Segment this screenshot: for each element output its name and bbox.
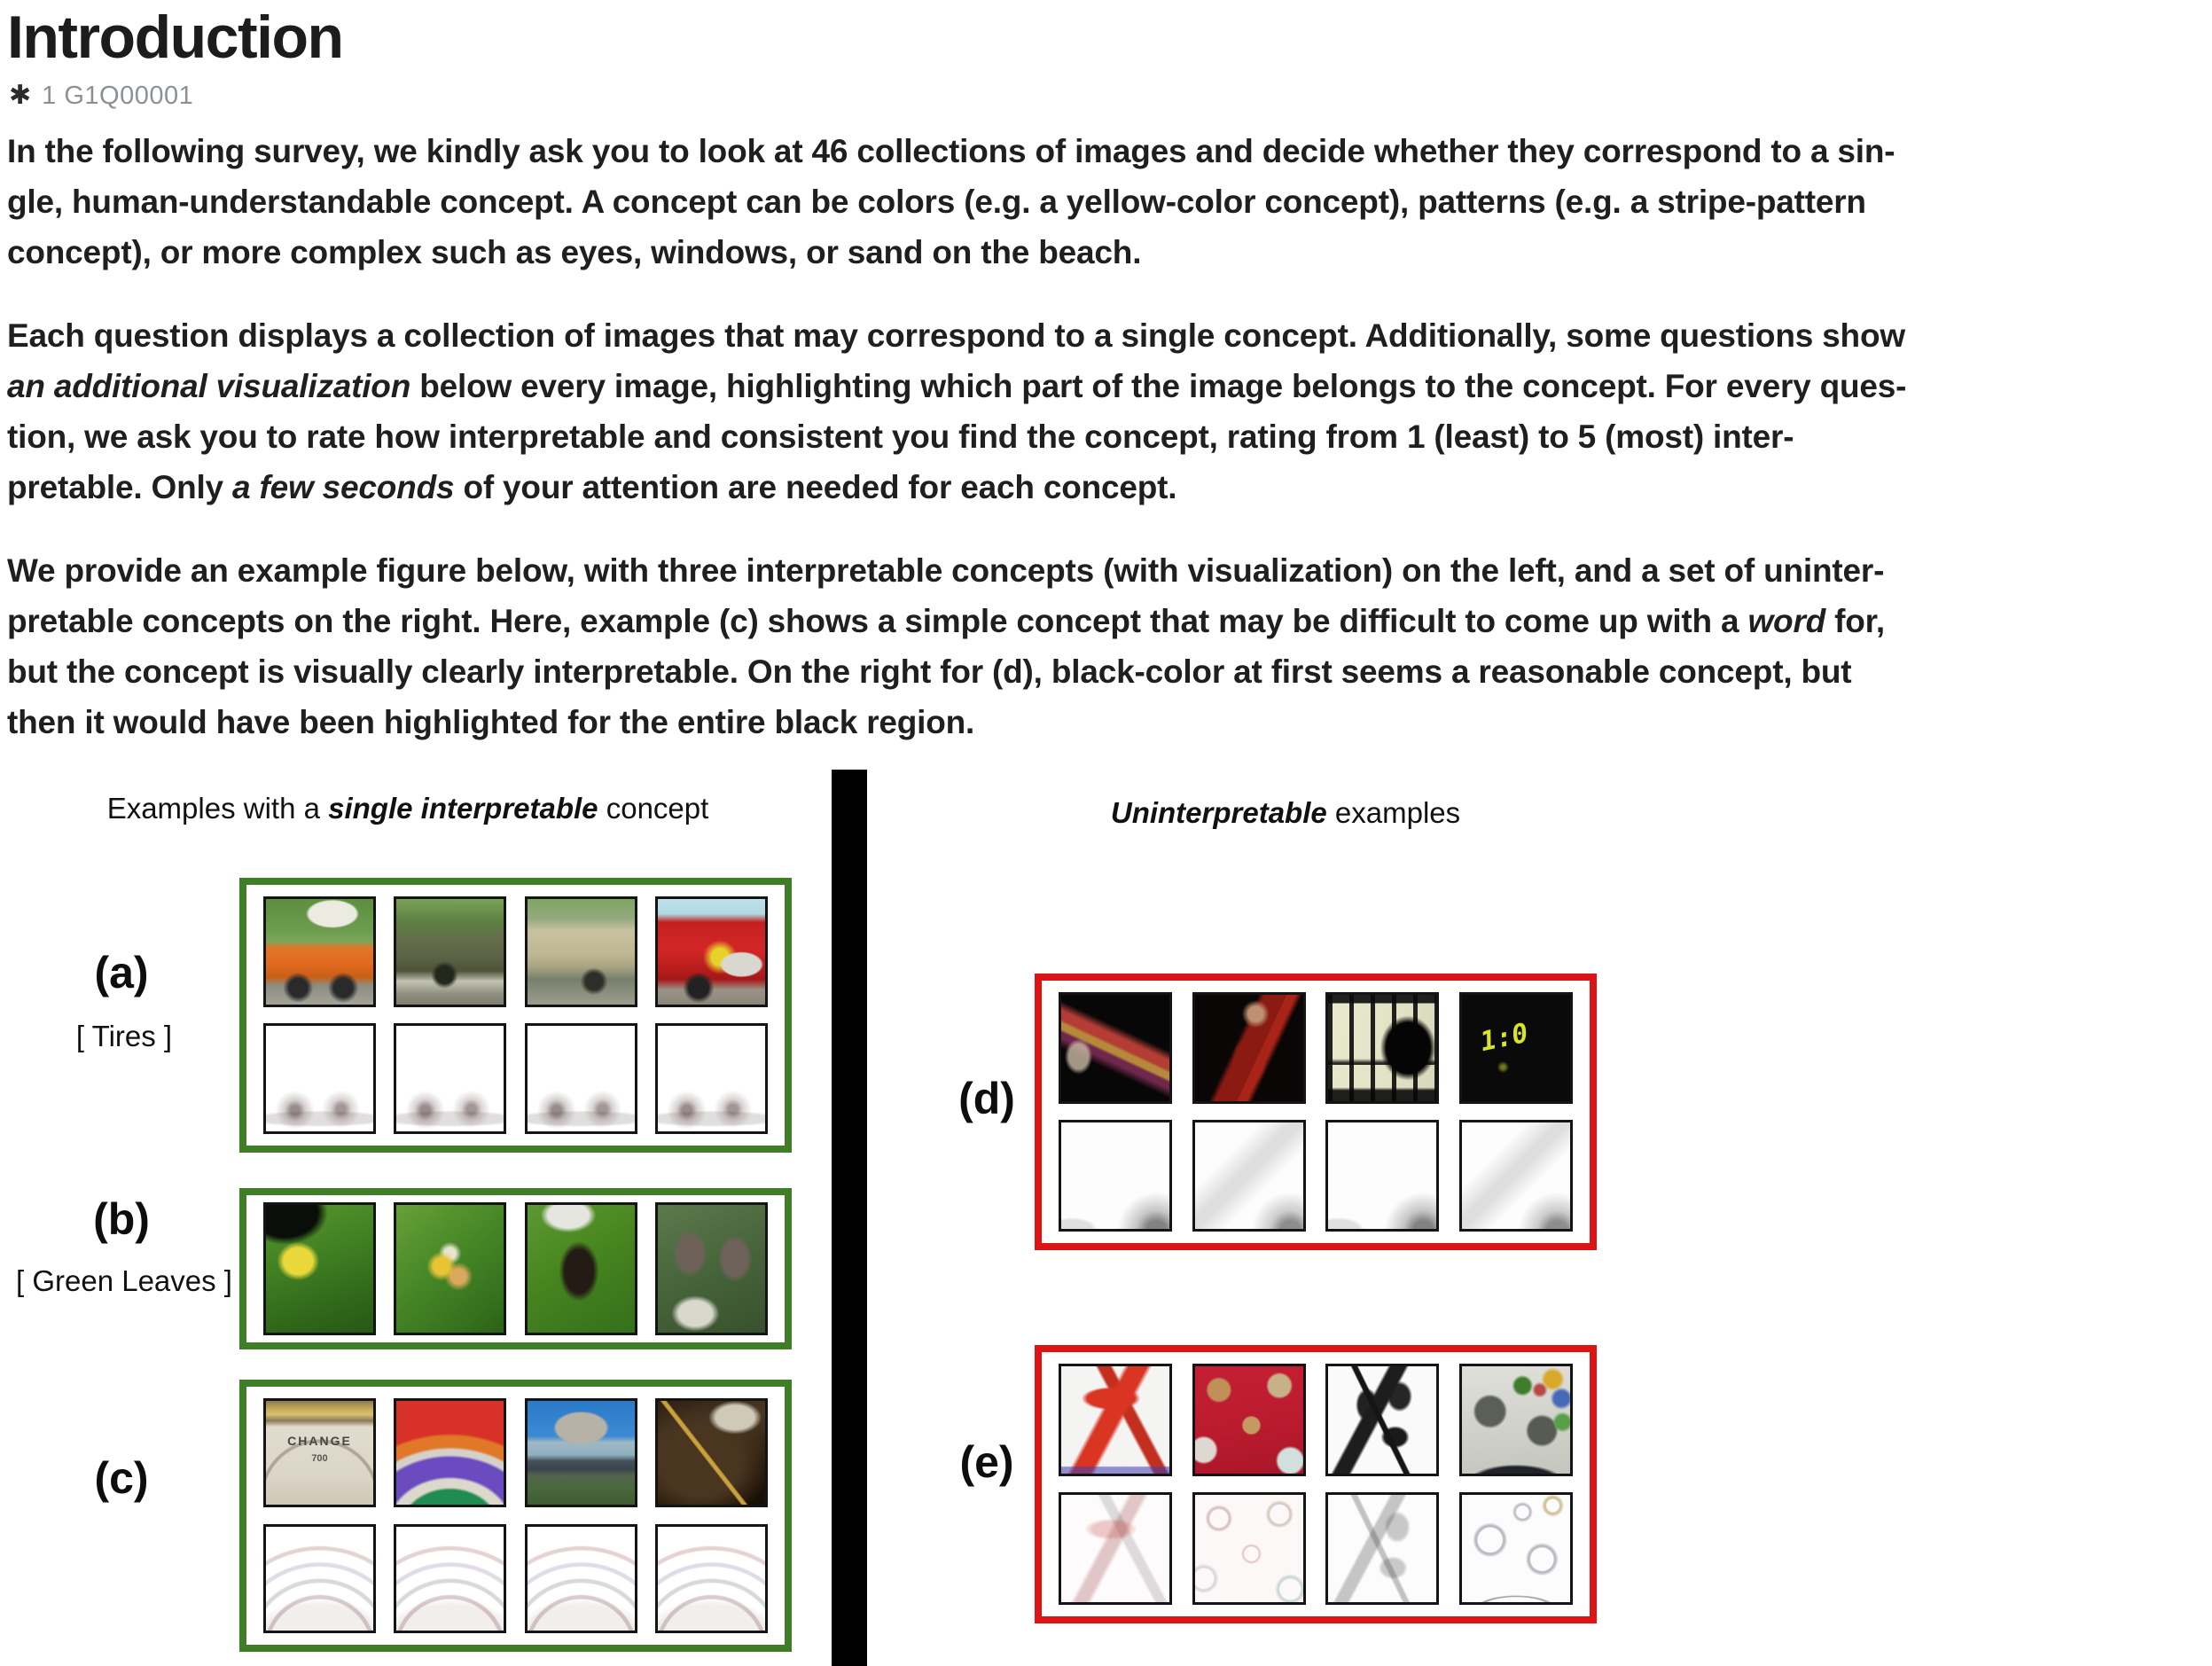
question-text-column (7, 4, 2208, 780)
page-title: Introduction (7, 4, 343, 71)
group-caption-b: [ Green Leaves ] (16, 1264, 232, 1297)
heatmap-tile (1192, 1492, 1306, 1605)
group-label-a: (a) (94, 948, 149, 997)
group-label-e: (e) (959, 1437, 1014, 1487)
heatmap-tile (1459, 1492, 1573, 1605)
heatmap-tile (1059, 1120, 1172, 1232)
photo-tile (1059, 1364, 1172, 1476)
photo-tile (1459, 1364, 1573, 1476)
tile-row (263, 1023, 768, 1134)
group-label-d: (d) (958, 1074, 1015, 1123)
tile-text: 700 (311, 1452, 328, 1464)
photo-tile (263, 896, 376, 1007)
question-text (7, 126, 2208, 747)
figure-divider (832, 770, 867, 1666)
text-segment: then it would have been highlighted for the entire black region. (7, 704, 975, 740)
example-box-b (239, 1188, 792, 1349)
figure-right-header (895, 796, 1676, 830)
heatmap-tile (263, 1023, 376, 1134)
heatmap-tile (655, 1524, 768, 1633)
required-asterisk-icon: ✱ (9, 81, 32, 110)
tile-row (263, 896, 768, 1007)
text-segment: gle, human-understandable concept. A concept can be colors (e.g. a yellow-color concept), patterns (e.g. a stripe-pattern (7, 184, 1866, 220)
text-segment: a few seconds (232, 469, 455, 505)
text-segment: Uninterpretable (1110, 796, 1327, 829)
photo-tile (525, 1398, 637, 1507)
tile-row (263, 1398, 768, 1507)
tile-text: CHANGE (287, 1434, 352, 1449)
text-segment: of your attention are needed for each concept. (454, 469, 1177, 505)
text-segment: but the concept is visually clearly interpretable. On the right for (d), black-color at first seems a reasonable concept, but (7, 653, 1852, 690)
photo-tile (1192, 992, 1306, 1104)
tile-row (1059, 1120, 1573, 1232)
text-segment: an additional visualization (7, 368, 411, 404)
text-segment: for, (1825, 603, 1885, 639)
photo-tile (655, 1398, 768, 1507)
text-segment: examples (1326, 796, 1461, 829)
photo-tile (1325, 1364, 1439, 1476)
heatmap-tile (525, 1023, 637, 1134)
photo-tile (1325, 992, 1439, 1104)
group-caption-a: [ Tires ] (75, 1020, 173, 1052)
question-code: 1 G1Q00001 (42, 81, 194, 110)
tile-text: 1:0 (1477, 1017, 1531, 1059)
photo-tile (394, 896, 506, 1007)
text-segment: We provide an example figure below, with three interpretable concepts (with visualization) on the left, and a set of uninter- (7, 552, 1885, 589)
text-segment: word (1747, 603, 1826, 639)
tile-row (1059, 1364, 1573, 1476)
heatmap-tile (1192, 1120, 1306, 1232)
figure-left-header (18, 792, 798, 825)
question-paragraph (7, 310, 2208, 512)
heatmap-tile (263, 1524, 376, 1633)
photo-tile (394, 1202, 506, 1335)
text-segment: concept (598, 792, 709, 825)
heatmap-tile (1325, 1120, 1439, 1232)
text-segment: In the following survey, we kindly ask you to look at 46 collections of images and decide whether they correspond to a sin- (7, 133, 1895, 169)
photo-tile (525, 1202, 637, 1335)
text-segment: below every image, highlighting which part of the image belongs to the concept. For every ques- (410, 368, 1907, 404)
tile-row (263, 1524, 768, 1633)
photo-tile (1459, 992, 1573, 1104)
example-box-d (1035, 974, 1597, 1250)
text-segment: Examples with a (106, 792, 329, 825)
heatmap-tile (1459, 1120, 1573, 1232)
tile-row (263, 1202, 768, 1335)
text-segment: Each question displays a collection of images that may correspond to a single concept. Additionally, some questions show (7, 317, 1905, 354)
photo-tile (394, 1398, 506, 1507)
photo-tile (263, 1202, 376, 1335)
heatmap-tile (394, 1023, 506, 1134)
text-segment: concept), or more complex such as eyes, windows, or sand on the beach. (7, 234, 1142, 270)
text-segment: single interpretable (328, 792, 598, 825)
photo-tile (1192, 1364, 1306, 1476)
photo-tile (1059, 992, 1172, 1104)
photo-tile (525, 896, 637, 1007)
example-box-a (239, 878, 792, 1153)
heatmap-tile (525, 1524, 637, 1633)
heatmap-tile (1059, 1492, 1172, 1605)
tile-row (1059, 992, 1573, 1104)
question-paragraph (7, 126, 2208, 278)
example-box-c (239, 1380, 792, 1652)
photo-tile (655, 896, 768, 1007)
example-box-e (1035, 1345, 1597, 1623)
heatmap-tile (1325, 1492, 1439, 1605)
text-segment: pretable. Only (7, 469, 233, 505)
group-label-b: (b) (93, 1194, 150, 1244)
heatmap-tile (394, 1524, 506, 1633)
photo-tile (263, 1398, 376, 1507)
group-label-c: (c) (94, 1453, 149, 1503)
question-code-row (9, 80, 2208, 112)
heatmap-tile (655, 1023, 768, 1134)
text-segment: tion, we ask you to rate how interpretable and consistent you find the concept, rating from 1 (least) to 5 (most) inter- (7, 418, 1794, 455)
photo-tile (655, 1202, 768, 1335)
tile-row (1059, 1492, 1573, 1605)
question-paragraph (7, 545, 2208, 747)
text-segment: pretable concepts on the right. Here, example (c) shows a simple concept that may be difficult to come up with a (7, 603, 1748, 639)
